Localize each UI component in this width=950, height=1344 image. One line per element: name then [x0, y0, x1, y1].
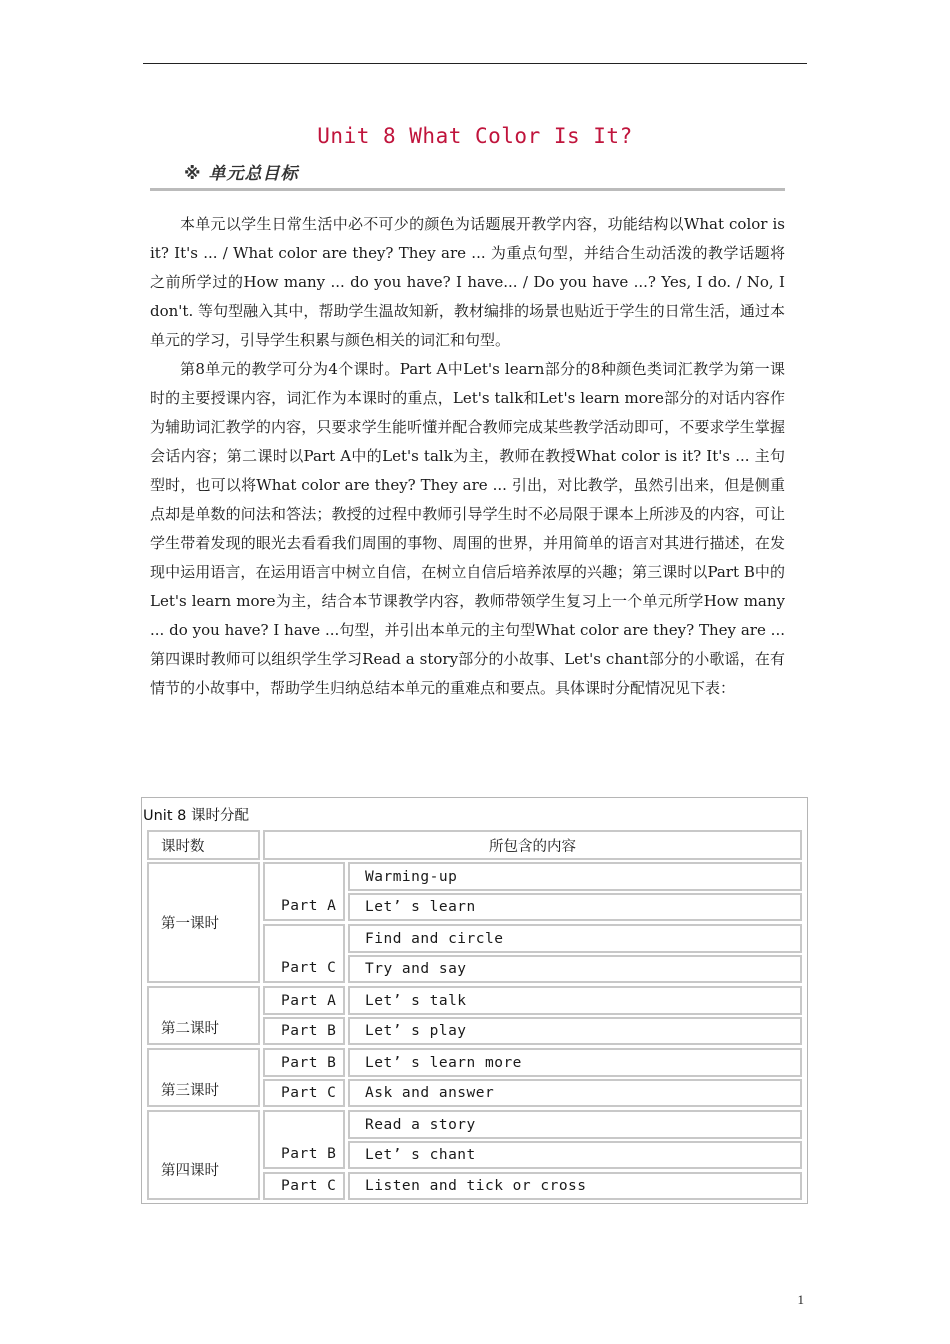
paragraph: 第8单元的教学可分为4个课时。Part A中Let's learn部分的8种颜色类词汇教学为第一课时的主要授课内容，词汇作为本课时的重点，Let's talk和Let's learn more部分的对话内容作为辅助词汇教学的内容，只要求学生能听懂并配合教师完成某些教学活动即可，不要求学生掌握会话内容；第二课时以Part A中的Let's talk为主，教师在教授What color is it? It's ... 主句型时，也可以将What color are they? They are ... 引出，对比教学，虽然引出来，但是侧重点却是单数的问法和答法；教授的过程中教师引导学生时不必局限于课本上所涉及的内容，可让学生带着发现的眼光去看看我们周围的事物、周围的世界，并用简单的语言对其进行描述，在发现中运用语言，在运用语言中树立自信，在树立自信后培养浓厚的兴趣；第三课时以Part B中的Let's learn more为主，结合本节课教学内容，教师带领学生复习上一个单元所学How many ... do you have? I have ...句型，并引出本单元的主句型What color are they? They are ...第四课时教师可以组织学生学习Read a story部分的小故事、Let's chant部分的小歌谣，在有情节的小故事中，帮助学生归纳总结本单元的重难点和要点。具体课时分配情况见下表：	[150, 360, 785, 697]
paragraph: 本单元以学生日常生活中必不可少的颜色为话题展开教学内容，功能结构以What color is it? It's ... / What color are they? They are ... 为重点句型，并结合生动活泼的教学话题将之前所学过的How many ... do you have? I have... / Do you have ...? Yes, I do. / No, I don't. 等句型融入其中，帮助学生温故知新，教材编排的场景也贴近于学生的日常生活，通过本单元的学习，引导学生积累与颜色相关的词汇和句型。	[150, 215, 785, 349]
header-lessons: 课时数	[147, 830, 260, 860]
content-item: Warming-up	[348, 862, 802, 891]
content-item: Try and say	[348, 955, 802, 983]
content-item: Let’ s chant	[348, 1141, 802, 1169]
header-rule	[143, 63, 807, 64]
content-item: Read a story	[348, 1110, 802, 1139]
content-item: Let’ s learn	[348, 893, 802, 921]
content-item: Ask and answer	[348, 1079, 802, 1107]
part-cell: Part B	[263, 1017, 345, 1045]
part-cell: Part B	[263, 1110, 345, 1169]
part-cell: Part C	[263, 924, 345, 983]
lesson-cell: 第四课时	[147, 1110, 260, 1200]
part-cell: Part C	[263, 1079, 345, 1107]
part-cell: Part A	[263, 986, 345, 1015]
table-caption: Unit 8 课时分配	[143, 808, 249, 824]
page-number: 1	[797, 1292, 804, 1307]
lesson-cell: 第三课时	[147, 1048, 260, 1107]
content-item: Let’ s play	[348, 1017, 802, 1045]
section-heading-rule	[150, 188, 785, 191]
header-content: 所包含的内容	[263, 830, 802, 860]
part-cell: Part B	[263, 1048, 345, 1077]
content-item: Listen and tick or cross	[348, 1172, 802, 1200]
part-cell: Part A	[263, 862, 345, 921]
section-heading: ※ 单元总目标	[184, 164, 299, 184]
lesson-cell: 第一课时	[147, 862, 260, 983]
content-item: Let’ s learn more	[348, 1048, 802, 1077]
document-title: Unit 8 What Color Is It?	[317, 124, 633, 148]
body-text	[150, 210, 785, 703]
part-cell: Part C	[263, 1172, 345, 1200]
content-item: Let’ s talk	[348, 986, 802, 1015]
content-item: Find and circle	[348, 924, 802, 953]
lesson-cell: 第二课时	[147, 986, 260, 1045]
